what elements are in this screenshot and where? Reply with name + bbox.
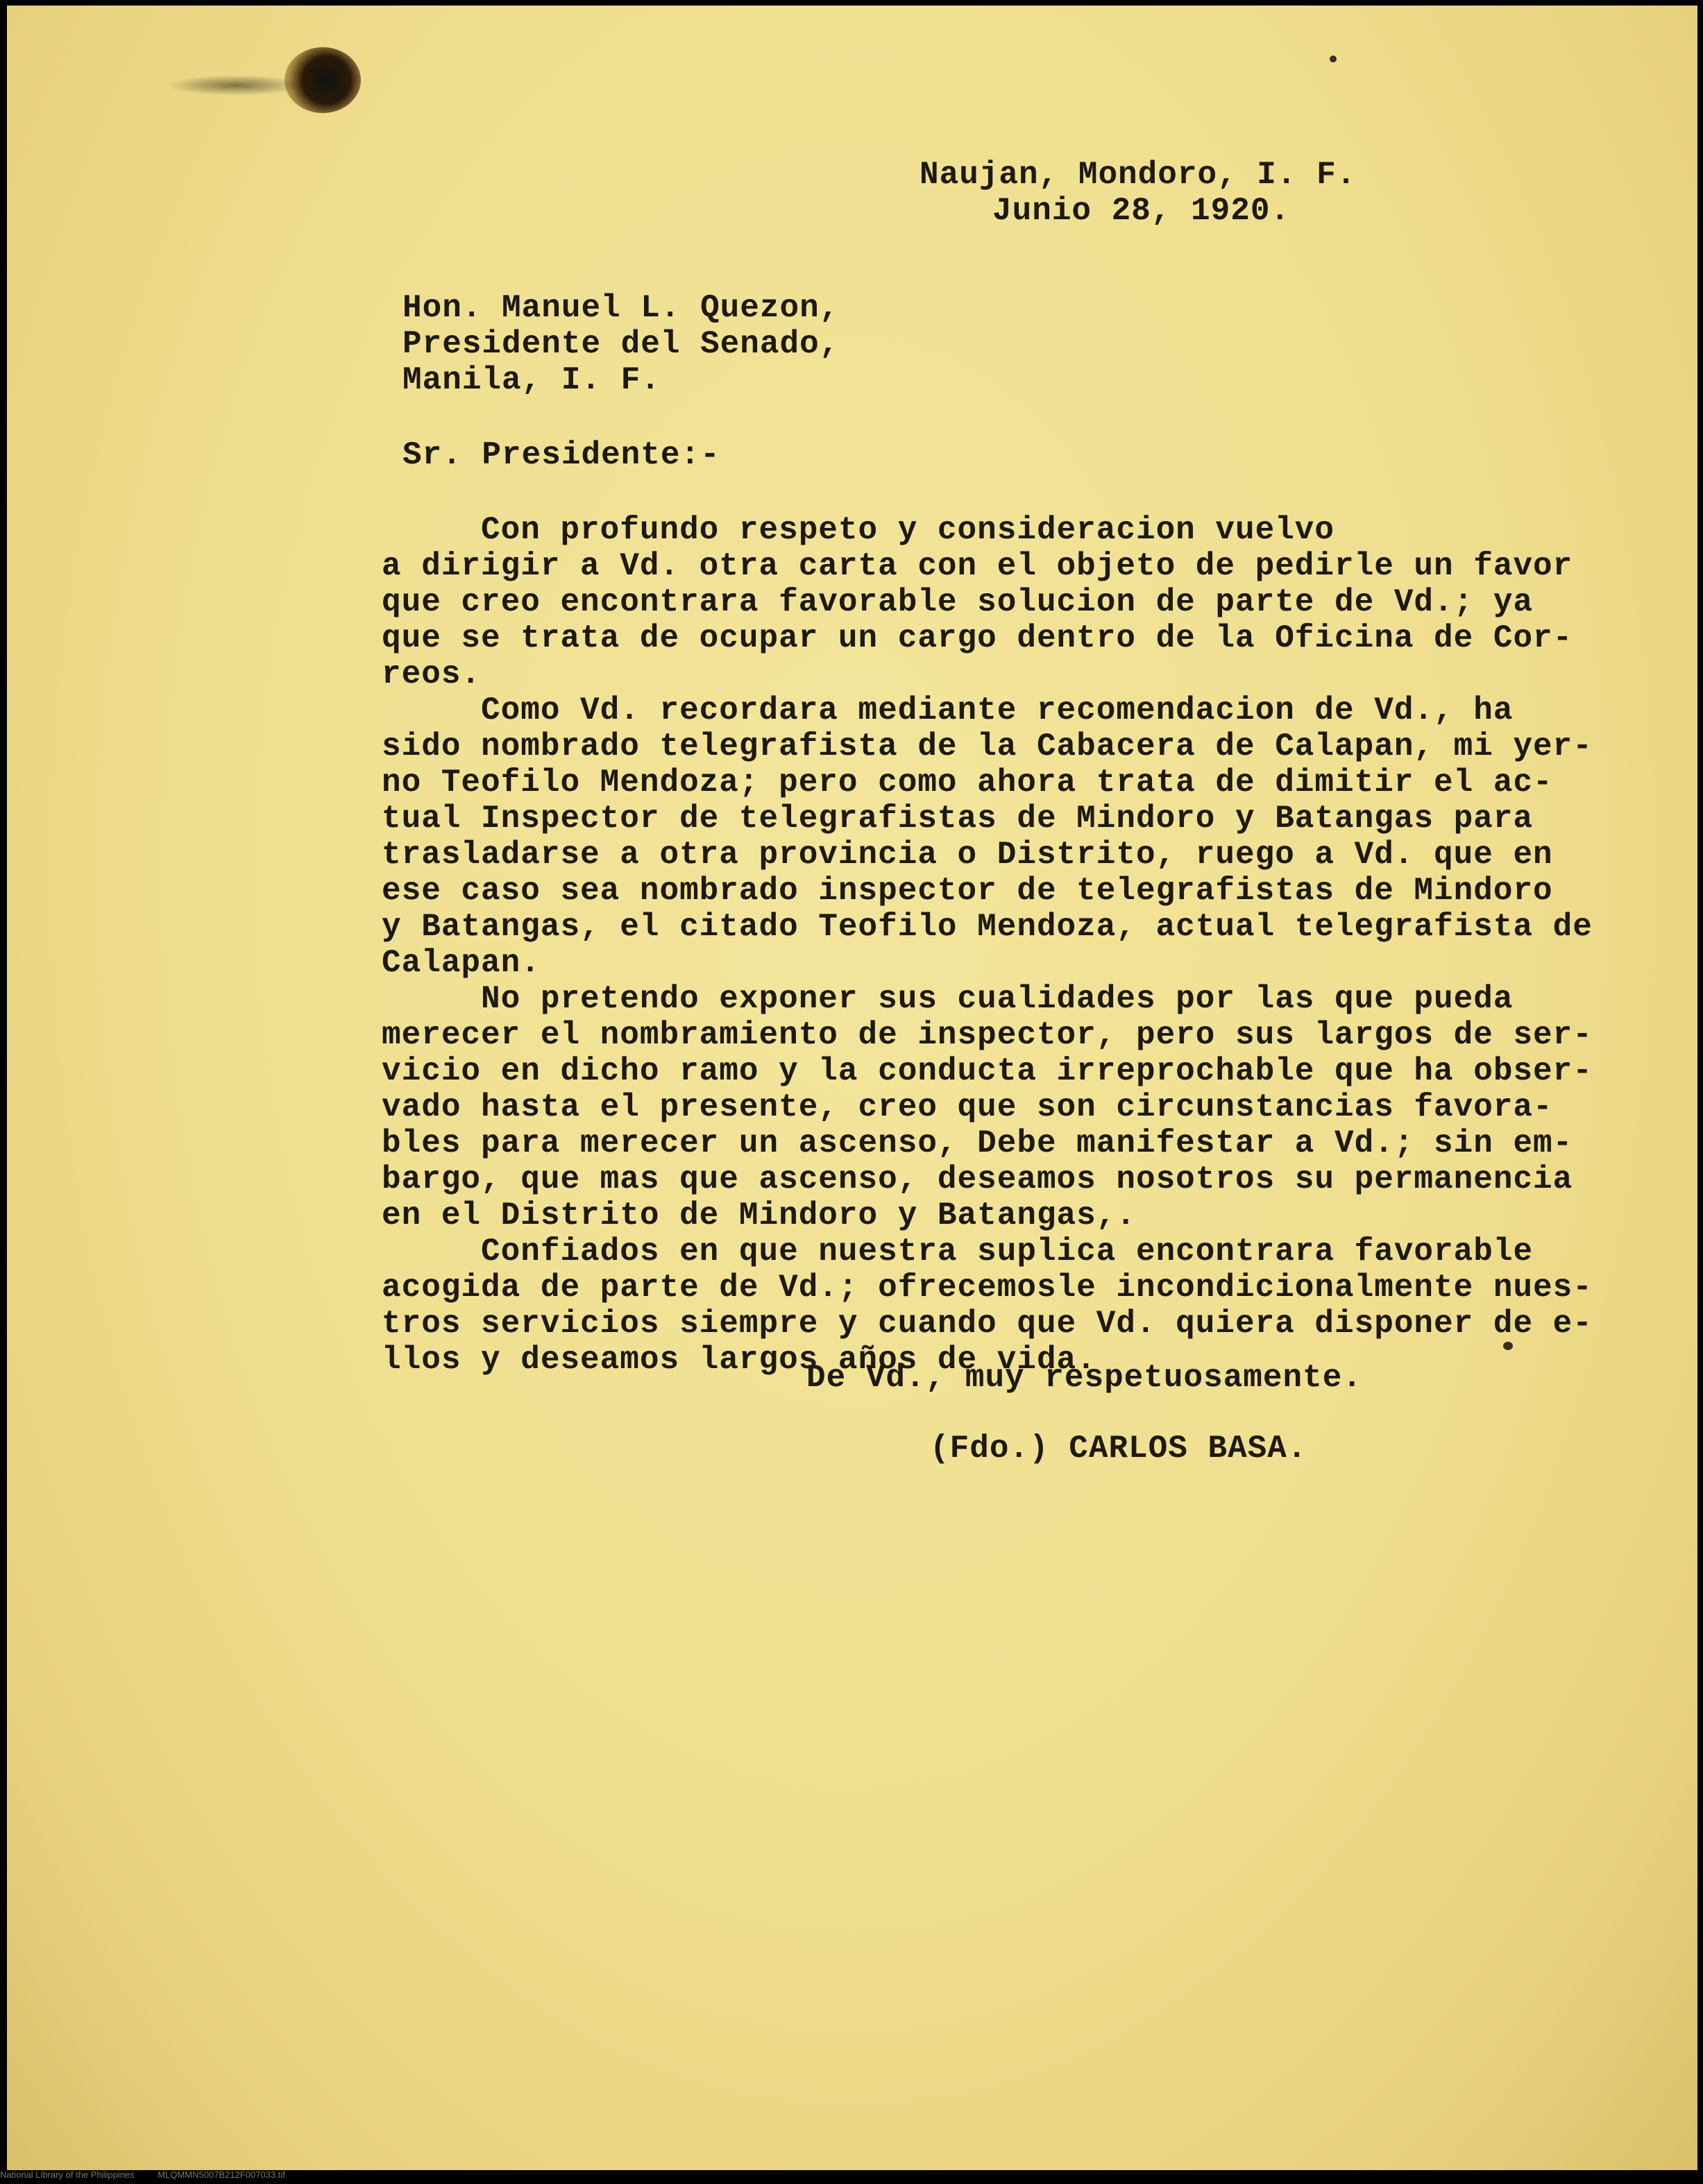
body-line: sido nombrado telegrafista de la Cabacera de Calapan, mi yer-	[382, 728, 1593, 765]
body-line: no Teofilo Mendoza; pero como ahora trata de dimitir el ac-	[382, 765, 1553, 801]
signature: (Fdo.) CARLOS BASA.	[930, 1431, 1307, 1467]
body-line: que creo encontrara favorable solucion de parte de Vd.; ya	[382, 584, 1534, 620]
body-line: acogida de parte de Vd.; ofrecemosle incondicionalmente nues-	[382, 1270, 1593, 1306]
closing: De Vd., muy respetuosamente.	[806, 1360, 1362, 1396]
body-line: tros servicios siempre y cuando que Vd. quiera disponer de e-	[382, 1306, 1593, 1342]
body-line: en el Distrito de Mindoro y Batangas,.	[382, 1197, 1136, 1234]
body-line: Como Vd. recordara mediante recomendacion de Vd., ha	[382, 692, 1514, 728]
paper-speck	[1330, 56, 1337, 62]
body-line: Confiados en que nuestra suplica encontrara favorable	[382, 1234, 1534, 1270]
paper-speck	[1503, 1342, 1513, 1350]
body-line: bargo, que mas que ascenso, deseamos nosotros su permanencia	[382, 1161, 1573, 1197]
footer-source: National Library of the Philippines	[0, 2169, 135, 2180]
body-line: vado hasta el presente, creo que son circunstancias favora-	[382, 1089, 1553, 1125]
recipient-line-1: Hon. Manuel L. Quezon,	[403, 290, 840, 326]
body-line: que se trata de ocupar un cargo dentro de la Oficina de Cor-	[382, 620, 1573, 656]
body-line: a dirigir a Vd. otra carta con el objeto de pedirle un favor	[382, 548, 1573, 584]
letter-page	[7, 6, 1697, 2170]
ink-smudge	[167, 75, 305, 96]
body-line: llos y deseamos largos años de vida.	[382, 1342, 1096, 1378]
body-line: No pretendo exponer sus cualidades por las que pueda	[382, 981, 1514, 1017]
body-line: tual Inspector de telegrafistas de Mindoro y Batangas para	[382, 801, 1534, 837]
body-line: bles para merecer un ascenso, Debe manifestar a Vd.; sin em-	[382, 1125, 1573, 1161]
body-line: reos.	[382, 656, 482, 692]
body-line: Con profundo respeto y consideracion vuelvo	[382, 512, 1335, 548]
body-line: vicio en dicho ramo y la conducta irreprochable que ha obser-	[382, 1053, 1593, 1089]
letter-date: Junio 28, 1920.	[992, 193, 1291, 229]
body-line: Calapan.	[382, 945, 541, 981]
salutation: Sr. Presidente:-	[403, 437, 720, 473]
body-line: trasladarse a otra provincia o Distrito, ruego a Vd. que en	[382, 837, 1553, 873]
letter-place: Naujan, Mondoro, I. F.	[920, 157, 1357, 193]
body-line: ese caso sea nombrado inspector de telegrafistas de Mindoro	[382, 873, 1553, 909]
body-line: merecer el nombramiento de inspector, pero sus largos de ser-	[382, 1017, 1593, 1053]
scan-footer	[0, 2169, 285, 2180]
body-line: y Batangas, el citado Teofilo Mendoza, actual telegrafista de	[382, 909, 1593, 945]
footer-file: MLQMMN5007B212F007033.tif	[158, 2169, 285, 2180]
recipient-line-2: Presidente del Senado,	[403, 326, 840, 362]
recipient-line-3: Manila, I. F.	[403, 362, 661, 398]
